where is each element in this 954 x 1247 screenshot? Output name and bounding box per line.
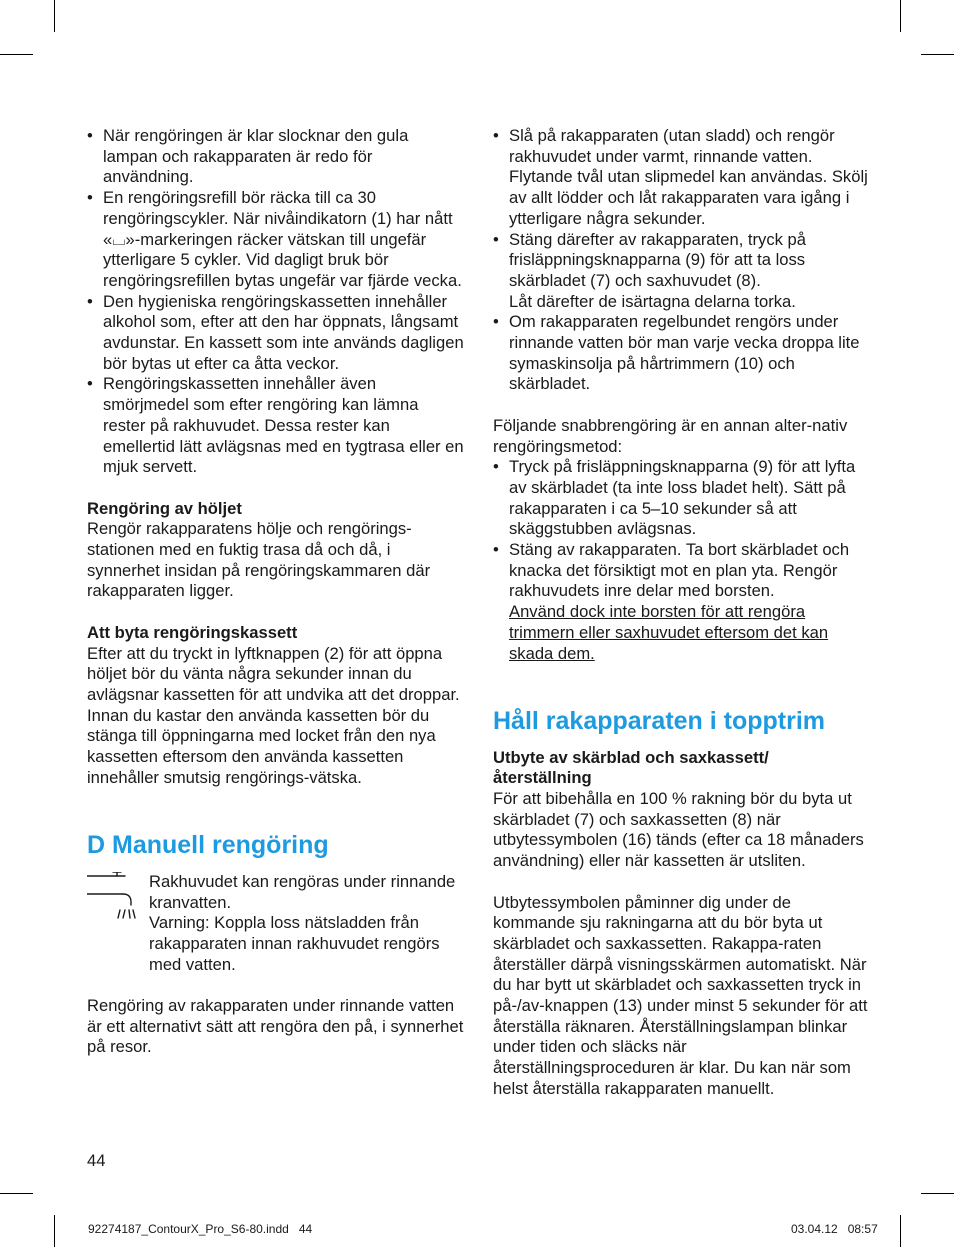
tap-instruction <box>87 872 465 976</box>
tap-text: Rakhuvudet kan rengöras under rinnande kranvatten. <box>149 871 456 912</box>
replace-heading: Utbyte av skärblad och saxkassett/ återställning <box>493 747 769 788</box>
running-tap-water-icon <box>87 872 137 927</box>
list-item: • Stäng därefter av rakapparaten, tryck på frisläppningsknapparna (9) för att ta loss skärbladet (7) och saxhuvudet (8). Låt därefter de isärtagna delarna torka. <box>493 230 871 313</box>
list-item: • En rengöringsrefill bör räcka till ca 30 rengöringscykler. När nivåindikatorn (1) har nått «⌴»-markeringen räcker vätskan till ungefär ytterligare 5 cykler. Vid dagligt bruk bör rengöringsrefillen bytas ungefär var fjärde vecka. <box>87 188 465 292</box>
bullet-list <box>493 457 871 664</box>
cartridge-text: Innan du kastar den använda kassetten bör du stänga till öppningarna med locket från den nya kassetten eftersom den använda kassetten innehåller smutsig rengörings-vätska. <box>87 705 436 787</box>
crop-mark <box>0 1193 33 1194</box>
cartridge-heading: Att byta rengöringskassett <box>87 622 298 642</box>
date-slug: 03.04.12 08:57 <box>791 1222 878 1236</box>
quick-clean-intro: Följande snabbrengöring är en annan alter-nativ rengöringsmetod: <box>493 415 848 456</box>
crop-mark <box>921 1193 954 1194</box>
list-item: • När rengöringen är klar slocknar den gula lampan och rakapparaten är redo för användning. <box>87 126 465 188</box>
section-title-topptrim: Håll rakapparaten i topptrim <box>493 706 826 735</box>
list-item: • Stäng av rakapparaten. Ta bort skärbladet och knacka det försiktigt mot en plan yta. Rengör rakhuvudets inre delar med borsten. Använd dock inte borsten för att rengöra trimmern eller saxhuvudet eftersom det kan skada dem. <box>493 540 871 664</box>
crop-mark <box>900 1215 901 1247</box>
bullet-list <box>493 126 871 395</box>
list-item: • Om rakapparaten regelbundet rengörs under rinnande vatten bör man varje vecka droppa lite symaskinsolja på hårtrimmern (10) och skärbladet. <box>493 312 871 395</box>
crop-mark <box>0 54 33 55</box>
list-item: • Rengöringskassetten innehåller även smörjmedel som efter rengöring kan lämna rester på rakhuvudet. Dessa rester kan emellertid lätt avlägsnas med en tygtrasa eller en mjuk servett. <box>87 374 465 478</box>
crop-mark <box>900 0 901 32</box>
right-column <box>493 126 871 1100</box>
replace-text: För att bibehålla en 100 % rakning bör du byta ut skärbladet (7) och saxkassetten (8) när utbytessymbolen (16) tänds (efter ca 18 månaders användning) eller när kassetten är utsliten. <box>493 789 864 871</box>
page-number: 44 <box>87 1151 106 1170</box>
housing-heading: Rengöring av höljet <box>87 498 242 518</box>
reminder-text: Utbytessymbolen påminner dig under de kommande sju rakningarna att du bör byta ut skärbladet och saxkassetten. Rakappa-raten återställer därpå visningsskärmen automatiskt. När du har bytt ut skärbladet och saxkassetten tryck in på-/av-knappen (13) under minst 5 sekunder för att återställa räknaren. Återställningslampan blinkar under tiden och släcks när återställningsproceduren är klar. Du kan när som helst återställa rakapparaten manuellt. <box>493 892 868 1098</box>
crop-mark <box>54 1215 55 1247</box>
brush-warning: Använd dock inte borsten för att rengöra trimmern eller saxhuvudet eftersom det kan skada dem. <box>509 602 829 663</box>
list-item: • Den hygieniska rengöringskassetten innehåller alkohol som, efter att den har öppnats, långsamt avdunstar. En kassett som inte används dagligen bör bytas ut efter ca åtta veckor. <box>87 292 465 375</box>
section-title-manual-cleaning: D Manuell rengöring <box>87 830 329 859</box>
tap-warning: Varning: Koppla loss nätsladden från rakapparaten innan rakhuvudet rengörs med vatten. <box>149 913 440 974</box>
crop-mark <box>54 0 55 32</box>
manual-text: Rengöring av rakapparaten under rinnande vatten är ett alternativt sätt att rengöra den på, i synnerhet på resor. <box>87 996 464 1057</box>
list-item: • Slå på rakapparaten (utan sladd) och rengör rakhuvudet under varmt, rinnande vatten. Flytande tvål utan slipmedel kan användas. Skölj av allt lödder och låt rakapparaten vara igång i ytterligare några sekunder. <box>493 126 871 230</box>
cartridge-text: Efter att du tryckt in lyftknappen (2) för att öppna höljet bör du vänta några sekunder innan du avlägsnar kassetten för att undvika att det droppar. <box>87 643 460 704</box>
file-slug: 92274187_ContourX_Pro_S6-80.indd 44 <box>88 1222 313 1236</box>
bullet-list <box>87 126 465 478</box>
housing-text: Rengör rakapparatens hölje och rengörings-stationen med en fuktig trasa då och då, i synnerhet insidan på rengöringskammaren där rakapparaten ligger. <box>87 519 431 601</box>
crop-mark <box>921 54 954 55</box>
list-item-extra: Låt därefter de isärtagna delarna torka. <box>509 291 796 311</box>
list-item: • Tryck på frisläppningsknapparna (9) för att lyfta av skärbladet (ta inte loss bladet helt). Sätt på rakapparaten i ca 5–10 sekunder så att skäggstubben avlägsnas. <box>493 457 871 540</box>
left-column <box>87 126 465 1058</box>
